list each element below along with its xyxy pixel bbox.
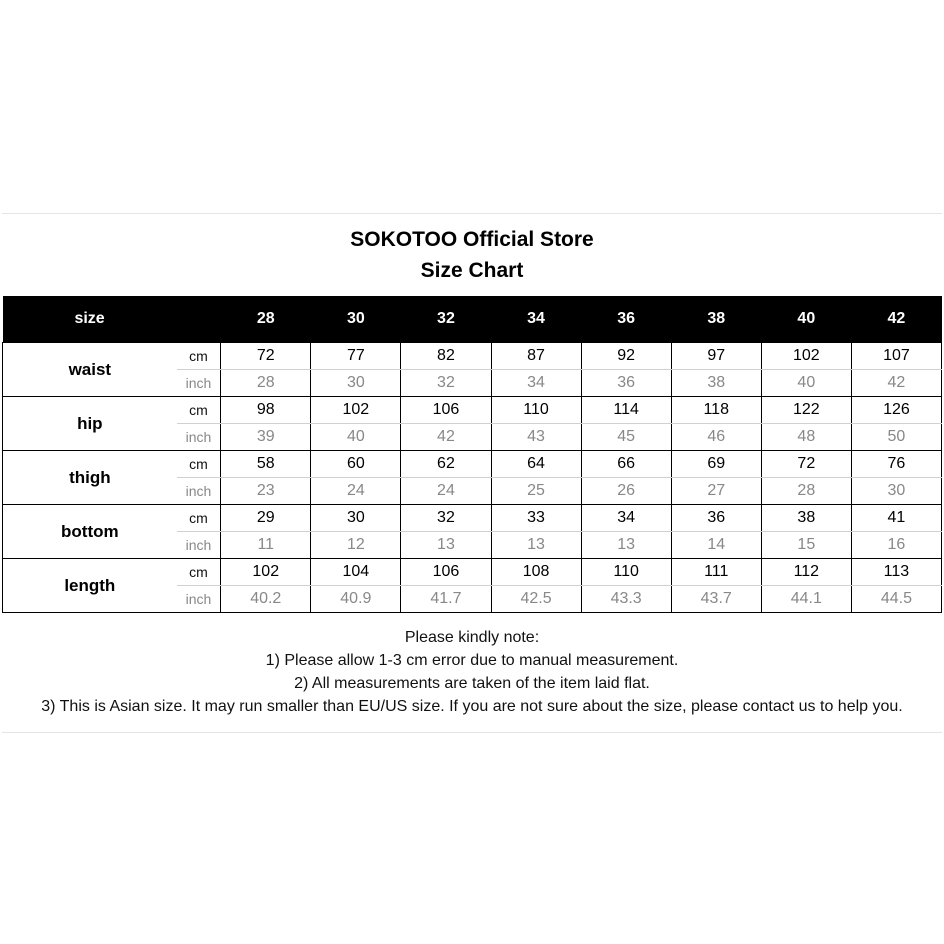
size-header-cell: 34 [491, 296, 581, 343]
inch-value-cell: 30 [851, 478, 941, 505]
inch-value-cell: 42 [851, 370, 941, 397]
cm-value-cell: 77 [311, 343, 401, 370]
cm-value-cell: 82 [401, 343, 491, 370]
inch-value-cell: 15 [761, 532, 851, 559]
size-header-cell: 42 [851, 296, 941, 343]
note-item: 3) This is Asian size. It may run smaller than EU/US size. If you are not sure about the size, please contact us to help you. [41, 698, 903, 715]
cm-value-cell: 76 [851, 451, 941, 478]
note-item: 1) Please allow 1-3 cm error due to manual measurement. [265, 652, 679, 669]
inch-value-cell: 13 [491, 532, 581, 559]
inch-value-cell: 36 [581, 370, 671, 397]
inch-value-cell: 38 [671, 370, 761, 397]
inch-value-cell: 13 [581, 532, 671, 559]
inch-value-cell: 43.3 [581, 586, 671, 613]
cm-value-cell: 33 [491, 505, 581, 532]
cm-value-cell: 64 [491, 451, 581, 478]
cm-value-cell: 38 [761, 505, 851, 532]
inch-value-cell: 40 [311, 424, 401, 451]
inch-value-cell: 48 [761, 424, 851, 451]
cm-value-cell: 107 [851, 343, 941, 370]
size-header-cell: 36 [581, 296, 671, 343]
cm-value-cell: 122 [761, 397, 851, 424]
inch-value-cell: 28 [221, 370, 311, 397]
cm-value-cell: 60 [311, 451, 401, 478]
unit-label-inch: inch [177, 478, 221, 505]
cm-value-cell: 106 [401, 559, 491, 586]
chart-subtitle: Size Chart [420, 259, 524, 282]
metric-label: hip [3, 397, 177, 451]
inch-value-cell: 43 [491, 424, 581, 451]
cm-value-cell: 32 [401, 505, 491, 532]
unit-label-cm: cm [177, 397, 221, 424]
inch-value-cell: 27 [671, 478, 761, 505]
unit-label-cm: cm [177, 559, 221, 586]
cm-value-cell: 104 [311, 559, 401, 586]
inch-value-cell: 30 [311, 370, 401, 397]
notes-heading: Please kindly note: [404, 629, 540, 646]
cm-value-cell: 29 [221, 505, 311, 532]
inch-value-cell: 34 [491, 370, 581, 397]
size-table [2, 296, 942, 613]
cm-value-cell: 30 [311, 505, 401, 532]
size-header-cell: 32 [401, 296, 491, 343]
cm-value-cell: 36 [671, 505, 761, 532]
size-header-cell: 28 [221, 296, 311, 343]
inch-value-cell: 39 [221, 424, 311, 451]
inch-value-cell: 11 [221, 532, 311, 559]
inch-value-cell: 40.9 [311, 586, 401, 613]
inch-value-cell: 44.5 [851, 586, 941, 613]
cm-value-cell: 41 [851, 505, 941, 532]
measurement-row-cm [3, 343, 942, 370]
unit-label-inch: inch [177, 586, 221, 613]
measurement-row-cm [3, 451, 942, 478]
inch-value-cell: 24 [311, 478, 401, 505]
cm-value-cell: 112 [761, 559, 851, 586]
inch-value-cell: 43.7 [671, 586, 761, 613]
size-header-label: size [3, 296, 177, 343]
measurement-row-cm [3, 505, 942, 532]
metric-label: waist [3, 343, 177, 397]
inch-value-cell: 42 [401, 424, 491, 451]
unit-label-inch: inch [177, 532, 221, 559]
cm-value-cell: 102 [761, 343, 851, 370]
unit-label-inch: inch [177, 424, 221, 451]
cm-value-cell: 69 [671, 451, 761, 478]
unit-label-inch: inch [177, 370, 221, 397]
cm-value-cell: 98 [221, 397, 311, 424]
cm-value-cell: 118 [671, 397, 761, 424]
cm-value-cell: 114 [581, 397, 671, 424]
inch-value-cell: 50 [851, 424, 941, 451]
chart-title [2, 224, 942, 286]
table-body [3, 343, 942, 613]
unit-label-cm: cm [177, 451, 221, 478]
header-row [3, 296, 942, 343]
inch-value-cell: 40 [761, 370, 851, 397]
cm-value-cell: 66 [581, 451, 671, 478]
cm-value-cell: 110 [491, 397, 581, 424]
inch-value-cell: 25 [491, 478, 581, 505]
cm-value-cell: 34 [581, 505, 671, 532]
size-header-cell: 38 [671, 296, 761, 343]
measurement-row-cm [3, 397, 942, 424]
inch-value-cell: 12 [311, 532, 401, 559]
inch-value-cell: 23 [221, 478, 311, 505]
cm-value-cell: 58 [221, 451, 311, 478]
unit-label-cm: cm [177, 343, 221, 370]
inch-value-cell: 13 [401, 532, 491, 559]
inch-value-cell: 40.2 [221, 586, 311, 613]
metric-label: length [3, 559, 177, 613]
cm-value-cell: 111 [671, 559, 761, 586]
inch-value-cell: 16 [851, 532, 941, 559]
header-spacer [177, 296, 221, 343]
inch-value-cell: 14 [671, 532, 761, 559]
measurement-row-cm [3, 559, 942, 586]
note-item: 2) All measurements are taken of the item laid flat. [294, 675, 650, 692]
metric-label: bottom [3, 505, 177, 559]
inch-value-cell: 26 [581, 478, 671, 505]
size-header-cell: 40 [761, 296, 851, 343]
inch-value-cell: 24 [401, 478, 491, 505]
inch-value-cell: 44.1 [761, 586, 851, 613]
store-name: SOKOTOO Official Store [350, 228, 594, 251]
inch-value-cell: 46 [671, 424, 761, 451]
size-chart [2, 213, 942, 733]
cm-value-cell: 72 [221, 343, 311, 370]
notes [2, 626, 942, 718]
cm-value-cell: 102 [311, 397, 401, 424]
metric-label: thigh [3, 451, 177, 505]
cm-value-cell: 102 [221, 559, 311, 586]
cm-value-cell: 106 [401, 397, 491, 424]
cm-value-cell: 110 [581, 559, 671, 586]
inch-value-cell: 45 [581, 424, 671, 451]
inch-value-cell: 28 [761, 478, 851, 505]
cm-value-cell: 92 [581, 343, 671, 370]
unit-label-cm: cm [177, 505, 221, 532]
cm-value-cell: 113 [851, 559, 941, 586]
size-header-cell: 30 [311, 296, 401, 343]
cm-value-cell: 72 [761, 451, 851, 478]
cm-value-cell: 87 [491, 343, 581, 370]
cm-value-cell: 62 [401, 451, 491, 478]
inch-value-cell: 32 [401, 370, 491, 397]
inch-value-cell: 41.7 [401, 586, 491, 613]
cm-value-cell: 108 [491, 559, 581, 586]
inch-value-cell: 42.5 [491, 586, 581, 613]
cm-value-cell: 126 [851, 397, 941, 424]
cm-value-cell: 97 [671, 343, 761, 370]
